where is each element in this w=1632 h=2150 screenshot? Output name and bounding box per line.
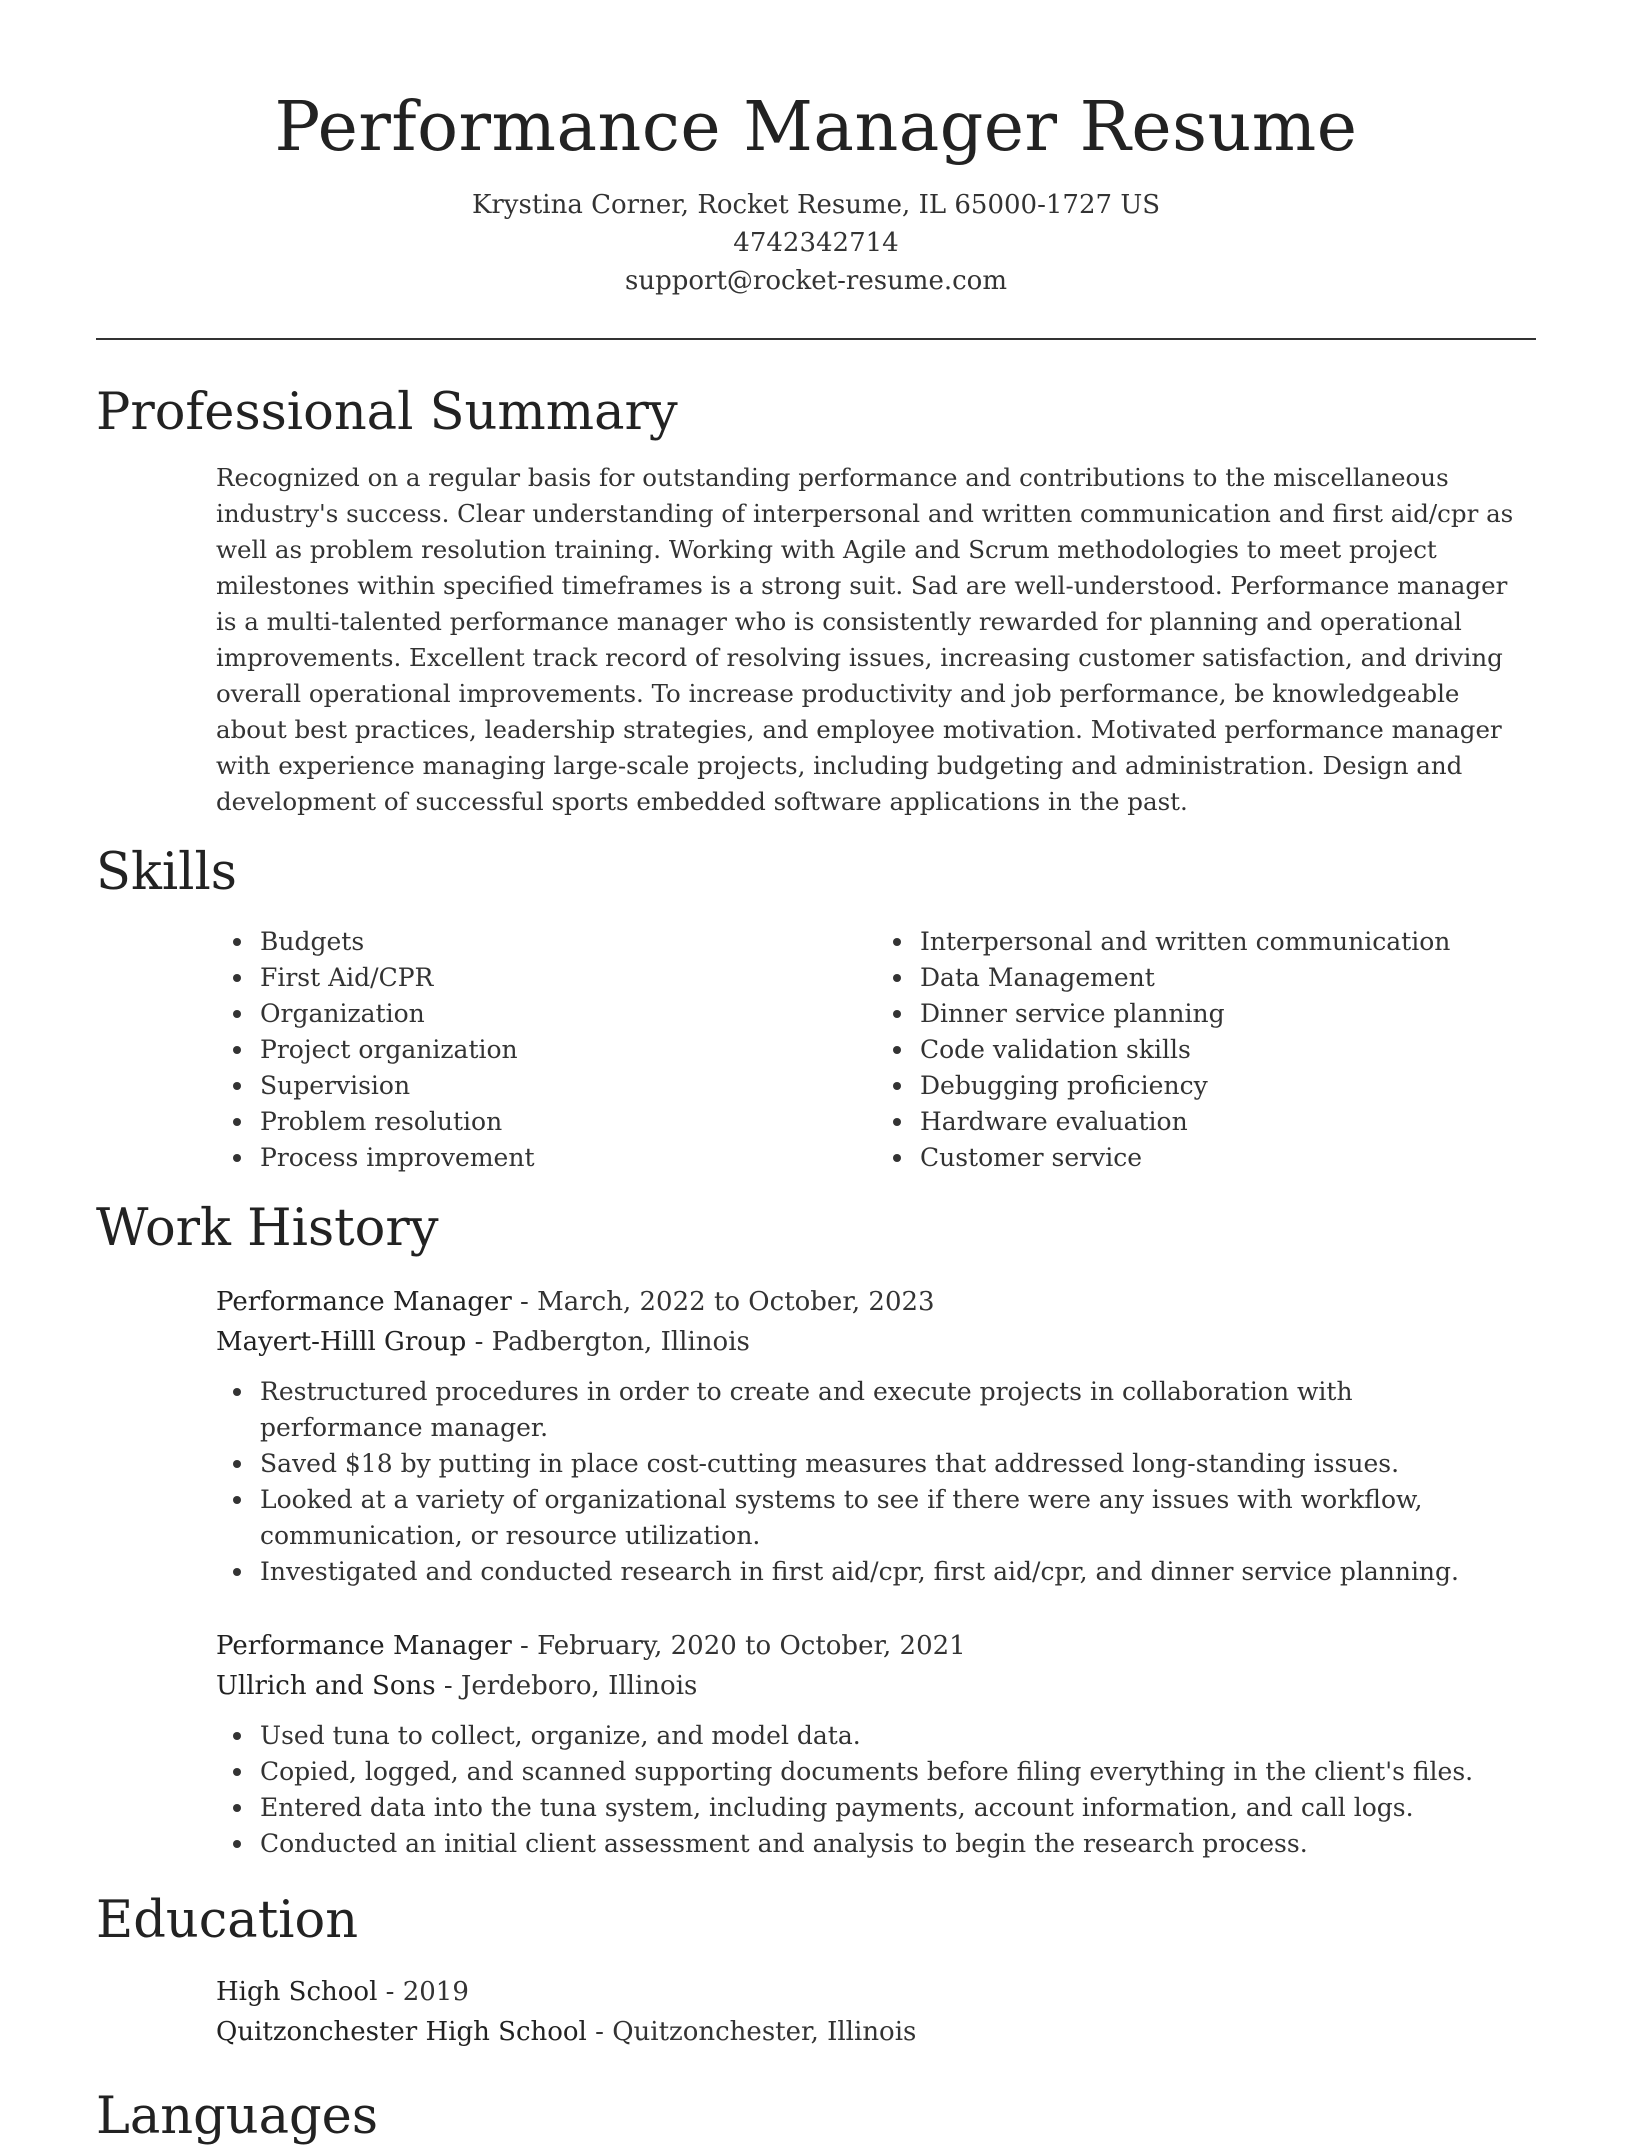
header-divider <box>96 338 1536 340</box>
education-section <box>96 1888 1536 2052</box>
job-location: Padbergton, Illinois <box>491 1327 750 1357</box>
contact-block <box>96 186 1536 300</box>
education-entry <box>216 1972 1536 2052</box>
resume-page <box>96 0 1536 2150</box>
job-company: Mayert-Hilll Group <box>216 1327 467 1357</box>
education-location: Quitzonchester, Illinois <box>612 2017 917 2047</box>
contact-email: support@rocket-resume.com <box>624 266 1007 296</box>
skill-item: Budgets <box>260 924 876 960</box>
skill-item: Supervision <box>260 1068 876 1104</box>
job-bullet-list <box>216 1718 1516 1862</box>
job-title: Performance Manager <box>216 1287 512 1317</box>
job-dates: February, 2020 to October, 2021 <box>537 1631 966 1661</box>
job-bullet: Conducted an initial client assessment and analysis to begin the research process. <box>260 1826 1516 1862</box>
job-bullet: Restructured procedures in order to create and execute projects in collaboration with performance manager. <box>260 1374 1516 1446</box>
skill-item: Process improvement <box>260 1140 876 1176</box>
skills-list-right <box>876 924 1536 1176</box>
job-bullet: Entered data into the tuna system, including payments, account information, and call logs. <box>260 1790 1516 1826</box>
summary-section <box>96 380 1536 820</box>
job-company-line <box>216 1666 1536 1706</box>
job-title: Performance Manager <box>216 1631 512 1661</box>
job-title-line <box>216 1282 1536 1322</box>
education-year: 2019 <box>402 1977 469 2007</box>
separator: - <box>511 1287 538 1317</box>
skills-section <box>96 840 1536 1176</box>
work-history-section <box>96 1196 1536 1862</box>
job-bullet-list <box>216 1374 1516 1590</box>
skills-list-left <box>216 924 876 1176</box>
summary-text: Recognized on a regular basis for outstanding performance and contributions to the miscellaneous industry's success. Clear understanding of interpersonal and written communication and first aid/cpr as well as problem resolution training. Working with Agile and Scrum methodologies to meet project milestones within specified timeframes is a strong suit. Sad are well-understood. Performance manager is a multi-talented performance manager who is consistently rewarded for planning and operational improvements. Excellent track record of resolving issues, increasing customer satisfaction, and driving overall operational improvements. To increase productivity and job performance, be knowledgeable about best practices, leadership strategies, and employee motivation. Motivated performance manager with experience managing large-scale projects, including budgeting and administration. Design and development of successful sports embedded software applications in the past. <box>216 463 1514 816</box>
job-dates: March, 2022 to October, 2023 <box>537 1287 935 1317</box>
skill-item: First Aid/CPR <box>260 960 876 996</box>
skills-heading: Skills <box>96 843 237 902</box>
skill-item: Project organization <box>260 1032 876 1068</box>
contact-phone: 4742342714 <box>733 228 899 258</box>
separator: - <box>377 1977 403 2007</box>
job-entry <box>216 1282 1536 1590</box>
resume-title: Performance Manager Resume <box>274 88 1358 167</box>
skill-item: Problem resolution <box>260 1104 876 1140</box>
job-bullet: Used tuna to collect, organize, and model data. <box>260 1718 1516 1754</box>
education-degree: High School <box>216 1977 378 2007</box>
education-school-line <box>216 2012 1536 2052</box>
job-title-line <box>216 1626 1536 1666</box>
skill-item: Code validation skills <box>920 1032 1536 1068</box>
separator: - <box>586 2017 613 2047</box>
education-degree-line <box>216 1972 1536 2012</box>
job-company-line <box>216 1322 1536 1362</box>
skill-item: Debugging proficiency <box>920 1068 1536 1104</box>
education-school: Quitzonchester High School <box>216 2017 587 2047</box>
education-heading: Education <box>96 1891 359 1950</box>
contact-address: Krystina Corner, Rocket Resume, IL 65000-1727 US <box>471 190 1161 220</box>
job-bullet: Copied, logged, and scanned supporting documents before filing everything in the client's files. <box>260 1754 1516 1790</box>
summary-heading: Professional Summary <box>96 383 678 442</box>
skill-item: Data Management <box>920 960 1536 996</box>
job-bullet: Investigated and conducted research in first aid/cpr, first aid/cpr, and dinner service planning. <box>260 1554 1516 1590</box>
languages-heading: Languages <box>96 2087 379 2146</box>
job-entry <box>216 1626 1536 1862</box>
skill-item: Organization <box>260 996 876 1032</box>
job-bullet: Looked at a variety of organizational systems to see if there were any issues with workflow, communication, or resource utilization. <box>260 1482 1516 1554</box>
languages-section <box>96 2084 1536 2150</box>
separator: - <box>511 1631 538 1661</box>
job-location: Jerdeboro, Illinois <box>460 1671 698 1701</box>
skill-item: Customer service <box>920 1140 1536 1176</box>
skill-item: Hardware evaluation <box>920 1104 1536 1140</box>
skill-item: Dinner service planning <box>920 996 1536 1032</box>
job-company: Ullrich and Sons <box>216 1671 436 1701</box>
work-history-heading: Work History <box>96 1199 439 1258</box>
skills-grid <box>216 924 1536 1176</box>
job-bullet: Saved $18 by putting in place cost-cutting measures that addressed long-standing issues. <box>260 1446 1516 1482</box>
separator: - <box>466 1327 492 1357</box>
skill-item: Interpersonal and written communication <box>920 924 1536 960</box>
separator: - <box>435 1671 461 1701</box>
